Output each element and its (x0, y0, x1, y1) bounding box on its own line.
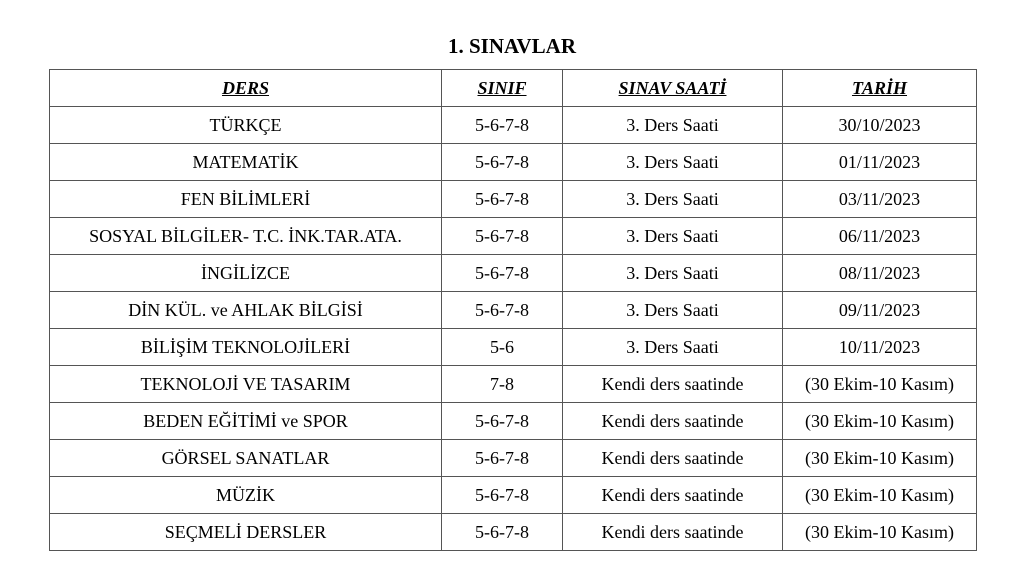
cell-sinav-saati: 3. Ders Saati (563, 144, 783, 181)
cell-ders: DİN KÜL. ve AHLAK BİLGİSİ (50, 292, 442, 329)
cell-ders: BİLİŞİM TEKNOLOJİLERİ (50, 329, 442, 366)
cell-sinif: 5-6-7-8 (442, 107, 563, 144)
cell-ders: SOSYAL BİLGİLER- T.C. İNK.TAR.ATA. (50, 218, 442, 255)
cell-sinav-saati: 3. Ders Saati (563, 329, 783, 366)
column-header-sinif: SINIF (442, 70, 563, 107)
cell-sinav-saati: Kendi ders saatinde (563, 440, 783, 477)
cell-sinav-saati: 3. Ders Saati (563, 181, 783, 218)
cell-ders: SEÇMELİ DERSLER (50, 514, 442, 551)
cell-sinav-saati: Kendi ders saatinde (563, 514, 783, 551)
cell-ders: MÜZİK (50, 477, 442, 514)
cell-tarih: 06/11/2023 (783, 218, 977, 255)
cell-sinif: 5-6-7-8 (442, 403, 563, 440)
cell-sinif: 5-6-7-8 (442, 514, 563, 551)
cell-tarih: (30 Ekim-10 Kasım) (783, 366, 977, 403)
cell-tarih: (30 Ekim-10 Kasım) (783, 477, 977, 514)
table-header-row (50, 70, 977, 107)
table-row (50, 440, 977, 477)
cell-tarih: 08/11/2023 (783, 255, 977, 292)
cell-tarih: 01/11/2023 (783, 144, 977, 181)
cell-sinif: 5-6-7-8 (442, 218, 563, 255)
cell-sinav-saati: 3. Ders Saati (563, 292, 783, 329)
cell-tarih: 09/11/2023 (783, 292, 977, 329)
cell-sinav-saati: 3. Ders Saati (563, 255, 783, 292)
cell-ders: MATEMATİK (50, 144, 442, 181)
exam-schedule-table (49, 69, 977, 551)
cell-ders: TEKNOLOJİ VE TASARIM (50, 366, 442, 403)
table-row (50, 255, 977, 292)
cell-sinif: 5-6-7-8 (442, 255, 563, 292)
cell-sinif: 5-6-7-8 (442, 292, 563, 329)
cell-ders: TÜRKÇE (50, 107, 442, 144)
table-row (50, 329, 977, 366)
page-title: 1. SINAVLAR (448, 34, 576, 58)
cell-sinav-saati: 3. Ders Saati (563, 107, 783, 144)
column-header-sinav-saati: SINAV SAATİ (563, 70, 783, 107)
cell-sinif: 7-8 (442, 366, 563, 403)
table-row (50, 218, 977, 255)
cell-tarih: 10/11/2023 (783, 329, 977, 366)
table-row (50, 144, 977, 181)
table-row (50, 477, 977, 514)
cell-sinif: 5-6-7-8 (442, 440, 563, 477)
table-body (50, 107, 977, 551)
cell-sinif: 5-6-7-8 (442, 181, 563, 218)
table-row (50, 292, 977, 329)
cell-sinif: 5-6-7-8 (442, 477, 563, 514)
cell-sinif: 5-6-7-8 (442, 144, 563, 181)
cell-tarih: (30 Ekim-10 Kasım) (783, 440, 977, 477)
cell-ders: İNGİLİZCE (50, 255, 442, 292)
cell-sinav-saati: 3. Ders Saati (563, 218, 783, 255)
cell-ders: BEDEN EĞİTİMİ ve SPOR (50, 403, 442, 440)
cell-ders: FEN BİLİMLERİ (50, 181, 442, 218)
cell-sinav-saati: Kendi ders saatinde (563, 366, 783, 403)
table-row (50, 107, 977, 144)
cell-tarih: (30 Ekim-10 Kasım) (783, 514, 977, 551)
cell-sinav-saati: Kendi ders saatinde (563, 403, 783, 440)
cell-tarih: 30/10/2023 (783, 107, 977, 144)
cell-sinif: 5-6 (442, 329, 563, 366)
table-row (50, 403, 977, 440)
table-row (50, 366, 977, 403)
cell-tarih: 03/11/2023 (783, 181, 977, 218)
table-row (50, 514, 977, 551)
cell-sinav-saati: Kendi ders saatinde (563, 477, 783, 514)
column-header-ders: DERS (50, 70, 442, 107)
column-header-tarih: TARİH (783, 70, 977, 107)
table-row (50, 181, 977, 218)
cell-ders: GÖRSEL SANATLAR (50, 440, 442, 477)
cell-tarih: (30 Ekim-10 Kasım) (783, 403, 977, 440)
